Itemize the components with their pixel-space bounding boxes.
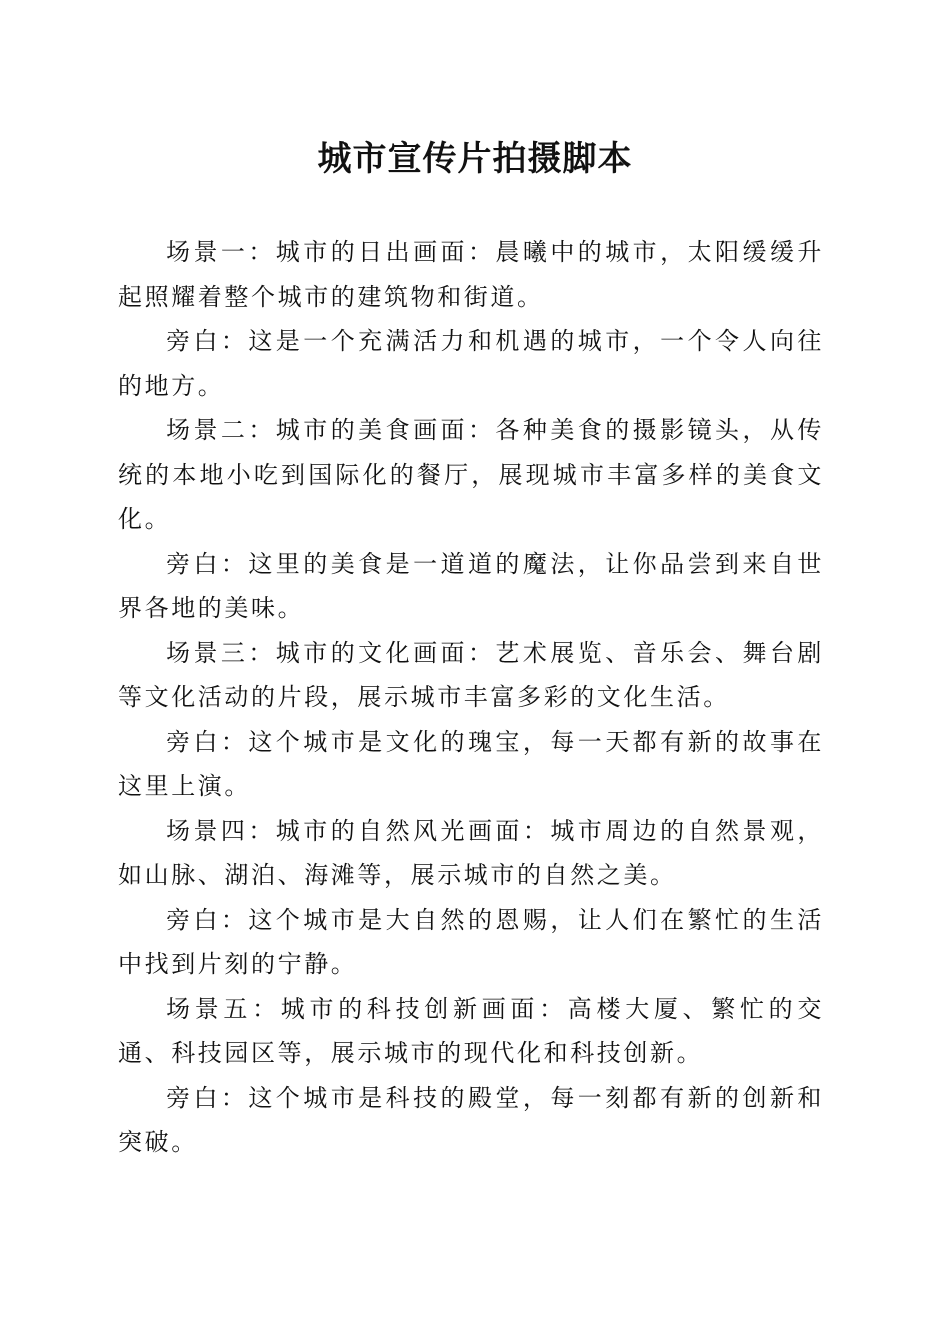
narration-3-paragraph: 旁白：这个城市是文化的瑰宝，每一天都有新的故事在这里上演。: [118, 727, 824, 800]
narration-5-paragraph: 旁白：这个城市是科技的殿堂，每一刻都有新的创新和突破。: [118, 1083, 824, 1156]
scene-4-paragraph: 场景四：城市的自然风光画面：城市周边的自然景观，如山脉、湖泊、海滩等，展示城市的自然之美。: [118, 816, 824, 889]
narration-4-paragraph: 旁白：这个城市是大自然的恩赐，让人们在繁忙的生活中找到片刻的宁静。: [118, 905, 824, 978]
scene-1-paragraph: 场景一：城市的日出画面：晨曦中的城市，太阳缓缓升起照耀着整个城市的建筑物和街道。: [118, 238, 824, 311]
document-title: 城市宣传片拍摄脚本: [317, 139, 633, 179]
narration-2-paragraph: 旁白：这里的美食是一道道的魔法，让你品尝到来自世界各地的美味。: [118, 549, 824, 622]
scene-2-paragraph: 场景二：城市的美食画面：各种美食的摄影镜头，从传统的本地小吃到国际化的餐厅，展现城市丰富多样的美食文化。: [118, 416, 824, 533]
document-body: [118, 230, 824, 1165]
scene-3-paragraph: 场景三：城市的文化画面：艺术展览、音乐会、舞台剧等文化活动的片段，展示城市丰富多彩的文化生活。: [118, 638, 824, 711]
narration-1-paragraph: 旁白：这是一个充满活力和机遇的城市，一个令人向往的地方。: [118, 327, 824, 400]
scene-5-paragraph: 场景五：城市的科技创新画面：高楼大厦、繁忙的交通、科技园区等，展示城市的现代化和科技创新。: [118, 994, 824, 1067]
